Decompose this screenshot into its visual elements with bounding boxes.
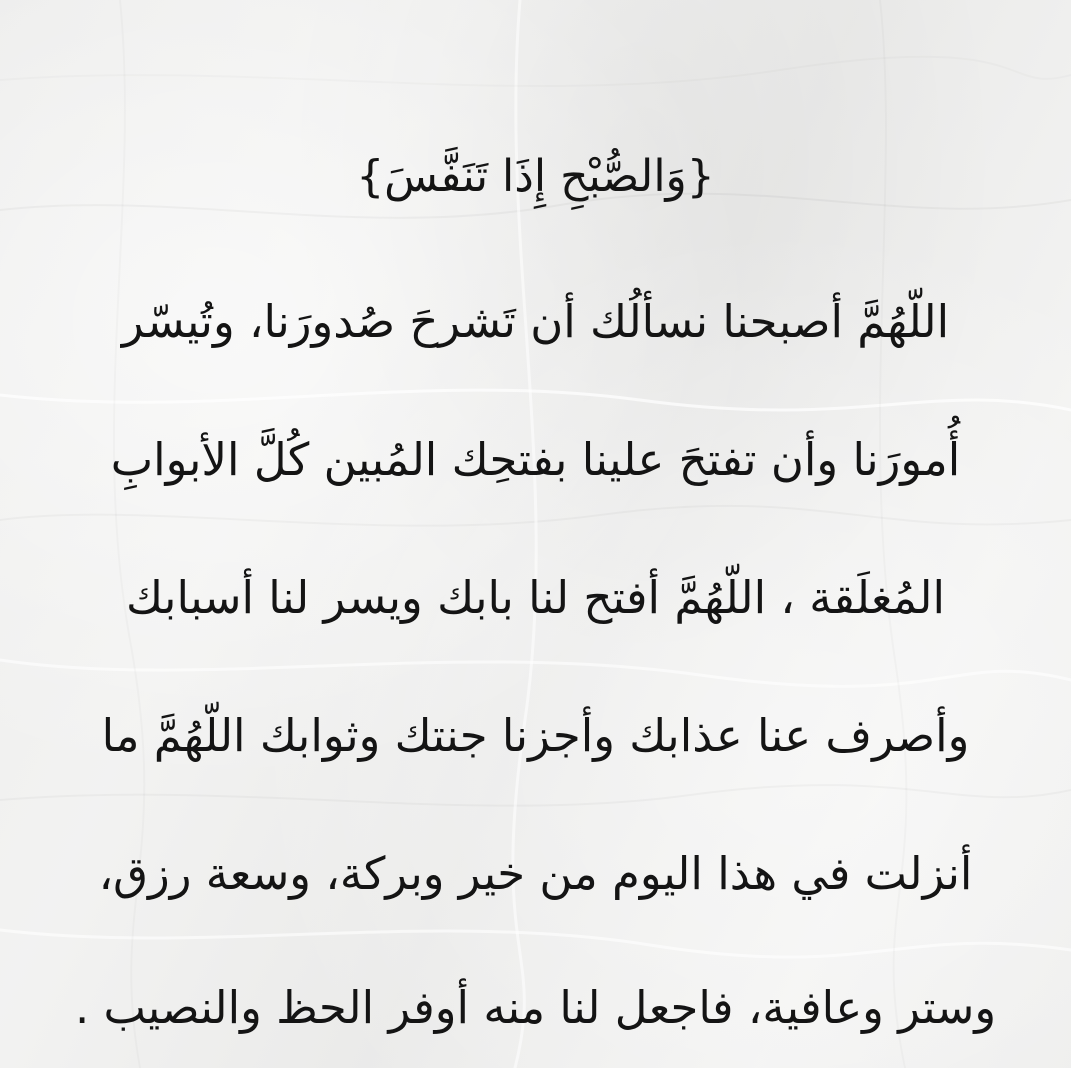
prayer-line-4: وأصرف عنا عذابك وأجزنا جنتك وثوابك اللّهُمَّ ما (101, 709, 970, 762)
prayer-line-6: وستر وعافية، فاجعل لنا منه أوفر الحظ والنصيب . (74, 981, 997, 1034)
prayer-line-1: اللّهُمَّ أصبحنا نسألُك أن تَشرحَ صُدورَنا، وتُيسّر (121, 295, 950, 348)
prayer-line-3: المُغلَقة ، اللّهُمَّ أفتح لنا بابك ويسر لنا أسبابك (126, 571, 945, 624)
prayer-line-5: أنزلت في هذا اليوم من خير وبركة، وسعة رزق، (98, 847, 973, 900)
prayer-line-2: أُمورَنا وأن تفتحَ علينا بفتحِك المُبين كُلَّ الأبوابِ (110, 433, 961, 486)
verse-title: {وَالصُّبْحِ إِذَا تَنَفَّسَ} (356, 151, 715, 202)
